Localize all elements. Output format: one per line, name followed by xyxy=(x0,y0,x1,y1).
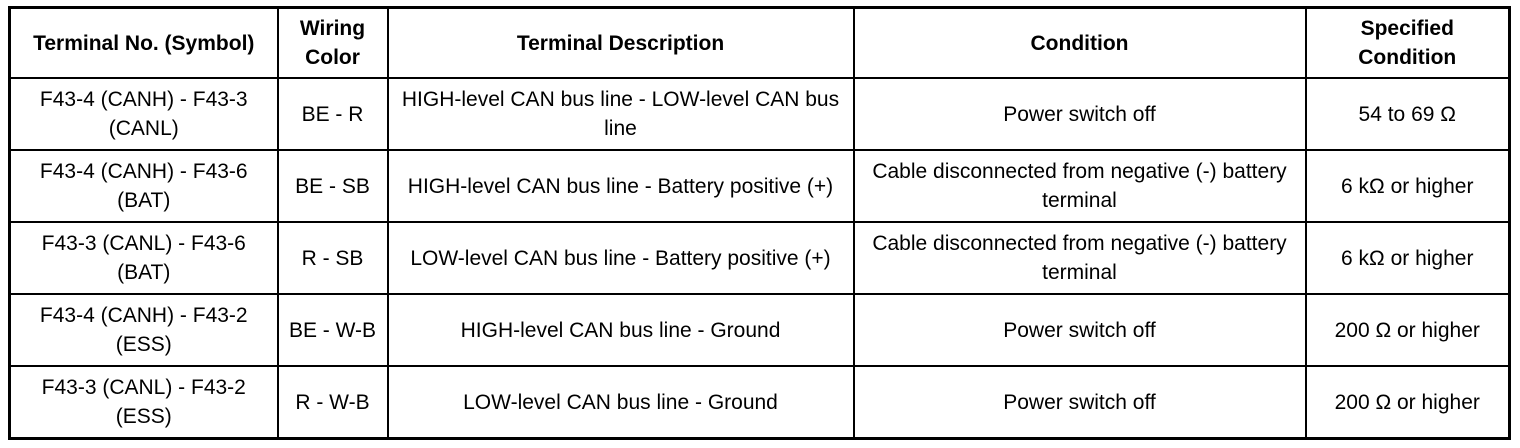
cell-terminal: F43-4 (CANH) - F43-2 (ESS) xyxy=(10,294,278,366)
cell-wiring-color: R - W-B xyxy=(278,366,388,439)
cell-condition: Power switch off xyxy=(854,78,1306,150)
header-terminal: Terminal No. (Symbol) xyxy=(10,8,278,79)
cell-specified-condition: 6 kΩ or higher xyxy=(1306,150,1510,222)
table-row xyxy=(10,78,1510,150)
cell-description: LOW-level CAN bus line - Ground xyxy=(388,366,854,439)
cell-specified-condition: 200 Ω or higher xyxy=(1306,294,1510,366)
cell-terminal: F43-4 (CANH) - F43-3 (CANL) xyxy=(10,78,278,150)
header-specified-condition: Specified Condition xyxy=(1306,8,1510,79)
cell-specified-condition: 54 to 69 Ω xyxy=(1306,78,1510,150)
cell-specified-condition: 200 Ω or higher xyxy=(1306,366,1510,439)
cell-description: HIGH-level CAN bus line - Battery positive (+) xyxy=(388,150,854,222)
cell-wiring-color: BE - W-B xyxy=(278,294,388,366)
cell-terminal: F43-3 (CANL) - F43-2 (ESS) xyxy=(10,366,278,439)
cell-condition: Power switch off xyxy=(854,294,1306,366)
cell-description: HIGH-level CAN bus line - LOW-level CAN bus line xyxy=(388,78,854,150)
header-terminal-description: Terminal Description xyxy=(388,8,854,79)
table-header xyxy=(10,8,1510,79)
cell-condition: Cable disconnected from negative (-) battery terminal xyxy=(854,150,1306,222)
table-row xyxy=(10,150,1510,222)
cell-condition: Power switch off xyxy=(854,366,1306,439)
table-row xyxy=(10,222,1510,294)
cell-description: HIGH-level CAN bus line - Ground xyxy=(388,294,854,366)
specification-table xyxy=(8,6,1511,440)
table-body xyxy=(10,78,1510,439)
table-row xyxy=(10,294,1510,366)
header-wiring-color: Wiring Color xyxy=(278,8,388,79)
cell-wiring-color: BE - R xyxy=(278,78,388,150)
cell-terminal: F43-3 (CANL) - F43-6 (BAT) xyxy=(10,222,278,294)
header-row xyxy=(10,8,1510,79)
cell-condition: Cable disconnected from negative (-) battery terminal xyxy=(854,222,1306,294)
cell-wiring-color: BE - SB xyxy=(278,150,388,222)
table-row xyxy=(10,366,1510,439)
header-condition: Condition xyxy=(854,8,1306,79)
cell-wiring-color: R - SB xyxy=(278,222,388,294)
cell-terminal: F43-4 (CANH) - F43-6 (BAT) xyxy=(10,150,278,222)
cell-description: LOW-level CAN bus line - Battery positive (+) xyxy=(388,222,854,294)
cell-specified-condition: 6 kΩ or higher xyxy=(1306,222,1510,294)
